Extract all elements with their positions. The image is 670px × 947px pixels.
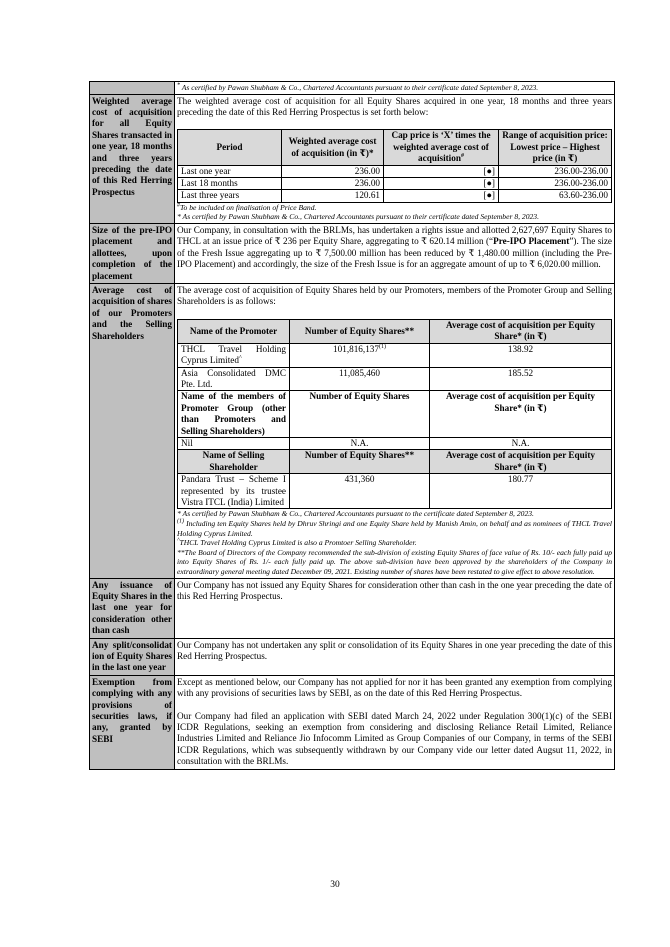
cap: [●]	[384, 178, 499, 190]
shares	[290, 343, 430, 367]
preipo-defined-term: Pre-IPO Placement	[493, 236, 570, 247]
note-mark: ^	[177, 537, 180, 544]
header-range: Range of acquisition price: Lowest price – Highest price (in ₹)	[499, 130, 612, 165]
header-cap	[384, 130, 499, 165]
exemption-row	[90, 675, 615, 769]
exemption-content	[175, 675, 615, 769]
period: Last 18 months	[178, 178, 282, 190]
cost: N.A.	[430, 437, 612, 449]
promoter-name: Asia Consolidated DMC Pte. Ltd.	[178, 367, 290, 391]
table-row	[178, 343, 612, 367]
header-seller-name: Name of Selling Shareholder	[178, 450, 290, 474]
weighted-note-1	[177, 203, 612, 213]
exemption-label: Exemption from complying with any provisions of securities laws, if any, granted by SEBI	[90, 675, 175, 769]
split-row	[90, 638, 615, 675]
weighted-average-label: Weighted average cost of acquisition for all Equity Shares transacted in one year, 18 months and three years preceding the date of this Red Herring Prospectus	[90, 94, 175, 223]
table-row	[178, 190, 612, 202]
cap: [●]	[384, 165, 499, 177]
preipo-row	[90, 224, 615, 284]
exemption-paragraph-1: Except as mentioned below, our Company has not applied for nor it has been granted any exemption from complying with any provisions of securities laws by SEBI, as on the date of this Red Herring Prospectus.	[177, 676, 612, 699]
range: 236.00-236.00	[499, 178, 612, 190]
note-mark: (1)	[177, 518, 184, 525]
note-mark: *	[177, 82, 180, 89]
range: 236.00-236.00	[499, 165, 612, 177]
note-mark: #	[177, 202, 180, 209]
note-text: Including ten Equity Shares held by Dhruv Shringi and one Equity Share held by Manish Amin, on behalf and as nominees of THCL Travel Holding Cyprus Limited.	[177, 518, 612, 538]
preipo-text	[175, 224, 615, 284]
issuance-text: Our Company has not issued any Equity Shares for consideration other than cash in the one year preceding the date of this Red Herring Prospectus.	[175, 578, 615, 638]
table-row	[178, 165, 612, 177]
header-group-cost: Average cost of acquisition per Equity Share* (in ₹)	[430, 391, 612, 438]
average-cost-row	[90, 284, 615, 578]
header-shares: Number of Equity Shares**	[290, 319, 430, 343]
wacc: 236.00	[282, 165, 384, 177]
header-wacc: Weighted average cost of acquisition (in ₹)*	[282, 130, 384, 165]
disclosure-table	[89, 81, 615, 770]
name-text: THCL Travel Holding Cyprus Limited	[181, 343, 286, 366]
header-seller-shares: Number of Equity Shares**	[290, 450, 430, 474]
seller-header-row	[178, 450, 612, 474]
cap: [●]	[384, 190, 499, 202]
header-group-name: Name of the members of Promoter Group (other than Promoters and Selling Shareholders)	[178, 391, 290, 438]
range: 63.60-236.00	[499, 190, 612, 202]
average-cost-note-1: * As certified by Pawan Shubham & Co., Chartered Accountants pursuant to the certificate dated September 8, 2023.	[177, 509, 534, 519]
note-text: To be included on finalisation of Price Band.	[180, 202, 317, 212]
wacc: 236.00	[282, 178, 384, 190]
certification-note	[175, 82, 615, 95]
header-group-shares: Number of Equity Shares	[290, 391, 430, 438]
preipo-text-a: Our Company, in consultation with the BRLMs, has undertaken a rights issue and allotted 2,627,697 Equity Shares to THCL at an issue price of ₹ 236 per Equity Share, aggregating to ₹ 620.14 million (“	[177, 225, 612, 247]
shares: 11,085,460	[290, 367, 430, 391]
promoter-cost-table	[177, 319, 612, 510]
group-header-row	[178, 391, 612, 438]
promoter-header-row	[178, 319, 612, 343]
preipo-text-b: ”). The size of the Fresh Issue aggregating up to ₹ 7,500.00 million has been reduced by ₹ 1,480.00 million (including the Pre-IPO Placement) and accordingly, the size of the Fresh Issue is for an aggregate amount of up to ₹ 6,020.00 million.	[177, 236, 612, 270]
average-cost-content	[175, 284, 615, 578]
period: Last three years	[178, 190, 282, 202]
table-row	[178, 367, 612, 391]
average-cost-note-3	[177, 538, 612, 548]
empty-label-cell	[90, 82, 175, 95]
header-seller-cost: Average cost of acquisition per Equity Share* (in ₹)	[430, 450, 612, 474]
issuance-row	[90, 578, 615, 638]
shares: N.A.	[290, 437, 430, 449]
table-row	[178, 178, 612, 190]
average-cost-note-2	[177, 519, 612, 538]
average-cost-note-4: **The Board of Directors of the Company recommended the sub-division of existing Equity Shares of face value of Rs. 10/- each fully paid up into Equity Shares of Rs. 1/- each fully paid up. The above sub-division have been approved by the shareholders of the Company in extraordinary general meeting dated December 09, 2021. Existing number of shares have been restated to give effect to above resolution.	[177, 547, 612, 576]
shares-mark: (1)	[378, 343, 386, 350]
weighted-intro: The weighted average cost of acquisition for all Equity Shares acquired in one year, 18 months and three years preceding the date of this Red Herring Prospectus is set forth below:	[177, 95, 612, 117]
note-text: THCL Travel Holding Cyprus Limited is also a Promtoer Selling Shareholder.	[179, 538, 417, 548]
weighted-average-row	[90, 94, 615, 223]
wacc: 120.61	[282, 190, 384, 202]
header-promoter-name: Name of the Promoter	[178, 319, 290, 343]
seller-name: Pandara Trust – Scheme I represented by its trustee Vistra ITCL (India) Limited	[178, 474, 290, 509]
average-cost-intro: The average cost of acquisition of Equity Shares held by our Promoters, members of the Promoter Group and Selling Shareholders is as follows:	[177, 285, 612, 307]
shares: 431,360	[290, 474, 430, 509]
table-header-row	[178, 130, 612, 165]
page-number: 30	[330, 880, 340, 890]
weighted-average-table	[177, 129, 612, 202]
split-label: Any split/consolidation of Equity Shares in the last one year	[90, 638, 175, 675]
note-text: As certified by Pawan Shubham & Co., Chartered Accountants pursuant to their certificate dated September 8, 2023.	[181, 83, 539, 92]
header-cost: Average cost of acquisition per Equity Share* (in ₹)	[430, 319, 612, 343]
group-name: Nil	[178, 437, 290, 449]
cost: 185.52	[430, 367, 612, 391]
preipo-label: Size of the pre-IPO placement and allottees, upon completion of the placement	[90, 224, 175, 284]
certification-note-row	[90, 82, 615, 95]
weighted-note-2: * As certified by Pawan Shubham & Co., Chartered Accountants pursuant to their certificate dated September 8, 2023.	[177, 212, 539, 222]
split-text: Our Company has not undertaken any split or consolidation of its Equity Shares in one year preceding the date of this Red Herring Prospectus.	[175, 638, 615, 675]
header-period: Period	[178, 130, 282, 165]
average-cost-label: Average cost of acquisition of shares of our Promoters and the Selling Shareholders	[90, 284, 175, 578]
table-row	[178, 474, 612, 509]
exemption-paragraph-2: Our Company had filed an application with SEBI dated March 24, 2022 under Regulation 300(1)(c) of the SEBI ICDR Regulations, seeking an exemption from considering and disclosing Reliance Retail Limited, Reliance Industries Limited and Reliance Jio Infocomm Limited as Group Companies of our Company, in terms of the SEBI ICDR Regulations, which was subsequently withdrawn by our Company vide our letter dated Augsut 11, 2022, in consultation with the BRLMs.	[177, 710, 612, 767]
header-cap-text: Cap price is ‘X’ times the weighted average cost of acquisition	[391, 130, 491, 164]
cost: 180.77	[430, 474, 612, 509]
period: Last one year	[178, 165, 282, 177]
cost: 138.92	[430, 343, 612, 367]
issuance-label: Any issuance of Equity Shares in the last one year for consideration other than cash	[90, 578, 175, 638]
name-mark: ^	[238, 355, 242, 362]
promoter-name	[178, 343, 290, 367]
header-cap-mark: #	[460, 153, 464, 160]
shares-text: 101,816,137	[333, 343, 379, 354]
table-row	[178, 437, 612, 449]
weighted-average-content	[175, 94, 615, 223]
